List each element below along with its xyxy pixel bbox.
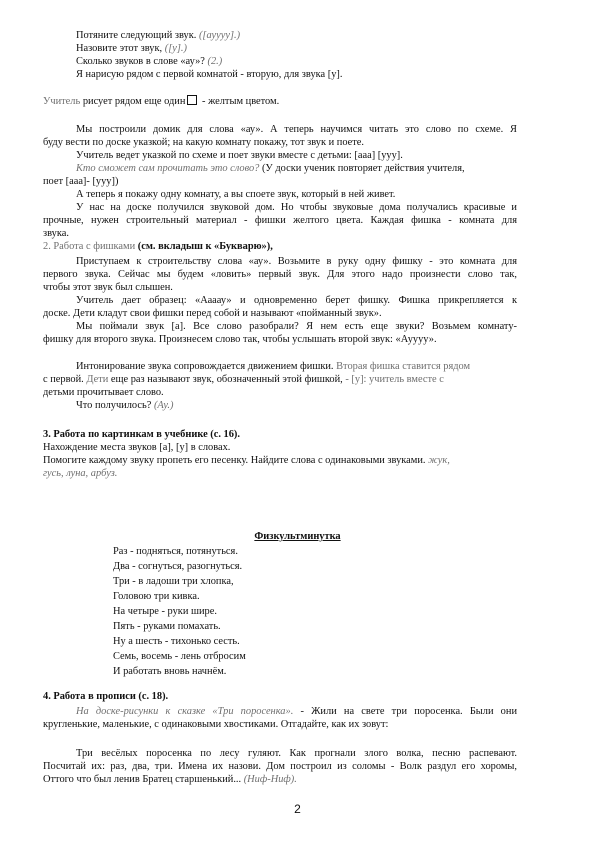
- text-line: с первой. Дети еще раз называют звук, обозначенный этой фишкой, - [у]: учитель вместе с: [43, 374, 444, 385]
- text-line: доске. Дети кладут свои фишки перед собой и называют «пойманный звук».: [43, 308, 382, 319]
- poem-line: На четыре - руки шире.: [113, 606, 217, 617]
- text-line: Учитель рисует рядом еще один - желтым цветом.: [43, 96, 280, 107]
- text-line: Кто сможет сам прочитать это слово? (У доски ученик повторяет действия учителя,: [76, 163, 465, 174]
- text-line: На доске-рисунки к сказке «Три поросенка». - Жили на свете три поросенка. Были они: [76, 706, 518, 717]
- text-line: Потяните следующий звук. ([ауууу].): [76, 30, 241, 41]
- text-line: Помогите каждому звуку пропеть его песенку. Найдите слова с одинаковыми звуками. жук,: [43, 455, 450, 466]
- text-line: Учитель ведет указкой по схеме и поет звуки вместе с детьми: [ааа] [ууу].: [76, 150, 403, 161]
- text-line: поет [ааа]- [ууу]): [43, 176, 119, 187]
- text-line: Я нарисую рядом с первой комнатой - вторую, для звука [у].: [76, 69, 343, 80]
- text-line: прочные, нужен строительный материал - фишки желтого цвета. Каждая фишка - комната для: [43, 215, 517, 226]
- poem-line: Пять - руками помахать.: [113, 621, 221, 632]
- text-line: У нас на доске получился звуковой дом. Но чтобы звуковые дома получались красивые и: [76, 202, 517, 213]
- text-line: гусь, луна, арбуз.: [43, 468, 118, 479]
- poem-line: Три - в ладоши три хлопка,: [113, 576, 234, 587]
- text-line: звука.: [43, 228, 69, 239]
- text-line: чтобы этот звук был слышен.: [43, 282, 173, 293]
- text-line: кругленькие, маленькие, с одинаковыми хвостиками. Отгадайте, как их зовут:: [43, 719, 389, 730]
- text-line: Нахождение места звуков [а], [у] в словах.: [43, 442, 231, 453]
- text-line: Приступаем к строительству слова «ау». Возьмите в руку одну фишку - это комната для: [76, 256, 517, 267]
- section-heading: 2. Работа с фишками (см. вкладыш к «Букварю»),: [43, 241, 273, 252]
- text-line: детьми прочитывает слово.: [43, 387, 164, 398]
- text-line: Оттого что был ленив Братец старшенький... (Ниф-Ниф).: [43, 774, 297, 785]
- text-line: Мы построили домик для слова «ау». А теперь научимся читать это слово по схеме. Я: [76, 124, 517, 135]
- text-line: Сколько звуков в слове «ау»? (2.): [76, 56, 223, 67]
- text-line: Учитель дает образец: «Аааау» и одновременно берет фишку. Фишка прикрепляется к: [76, 295, 517, 306]
- section-heading: 4. Работа в прописи (с. 18).: [43, 691, 169, 702]
- text-line: Назовите этот звук, ([у].): [76, 43, 187, 54]
- page-number: 2: [294, 802, 301, 816]
- section-heading: 3. Работа по картинкам в учебнике (с. 16).: [43, 429, 240, 440]
- poem-line: Семь, восемь - лень отбросим: [113, 651, 246, 662]
- section-title: Физкультминутка: [254, 531, 341, 542]
- poem-line: И работать вновь начнём.: [113, 666, 227, 677]
- text-line: фишку для второго звука. Произнесем слово так, чтобы услышать второй звук: «Ауууу».: [43, 334, 437, 345]
- poem-line: Ну а шесть - тихонько сесть.: [113, 636, 240, 647]
- text-line: буду вести по доске указкой; на какую комнату покажу, тот звук и поете.: [43, 137, 365, 148]
- text-line: Мы поймали звук [а]. Все слово разобрали? Я нем есть еще звуки? Возьмем комнату-: [76, 321, 517, 332]
- text-line: Что получилось? (Ау.): [76, 400, 174, 411]
- text-line: А теперь я покажу одну комнату, а вы споете звук, который в ней живет.: [76, 189, 396, 200]
- text-line: Интонирование звука сопровождается движением фишки. Вторая фишка ставится рядом: [76, 361, 471, 372]
- poem-line: Раз - подняться, потянуться.: [113, 546, 238, 557]
- text-line: Посчитай их: раз, два, три. Имена их назови. Дом построил из соломы - Волк раздул его хоромы,: [43, 761, 517, 772]
- text-line: Три весёлых поросенка по лесу гуляют. Как прогнали злого волка, песню распевают.: [76, 748, 517, 759]
- square-icon: [187, 95, 197, 105]
- text-line: первого звука. Сейчас мы будем «ловить» первый звук. Для этого надо произнести слово так,: [43, 269, 517, 280]
- poem-line: Два - согнуться, разогнуться.: [113, 561, 243, 572]
- poem-line: Головою три кивка.: [113, 591, 200, 602]
